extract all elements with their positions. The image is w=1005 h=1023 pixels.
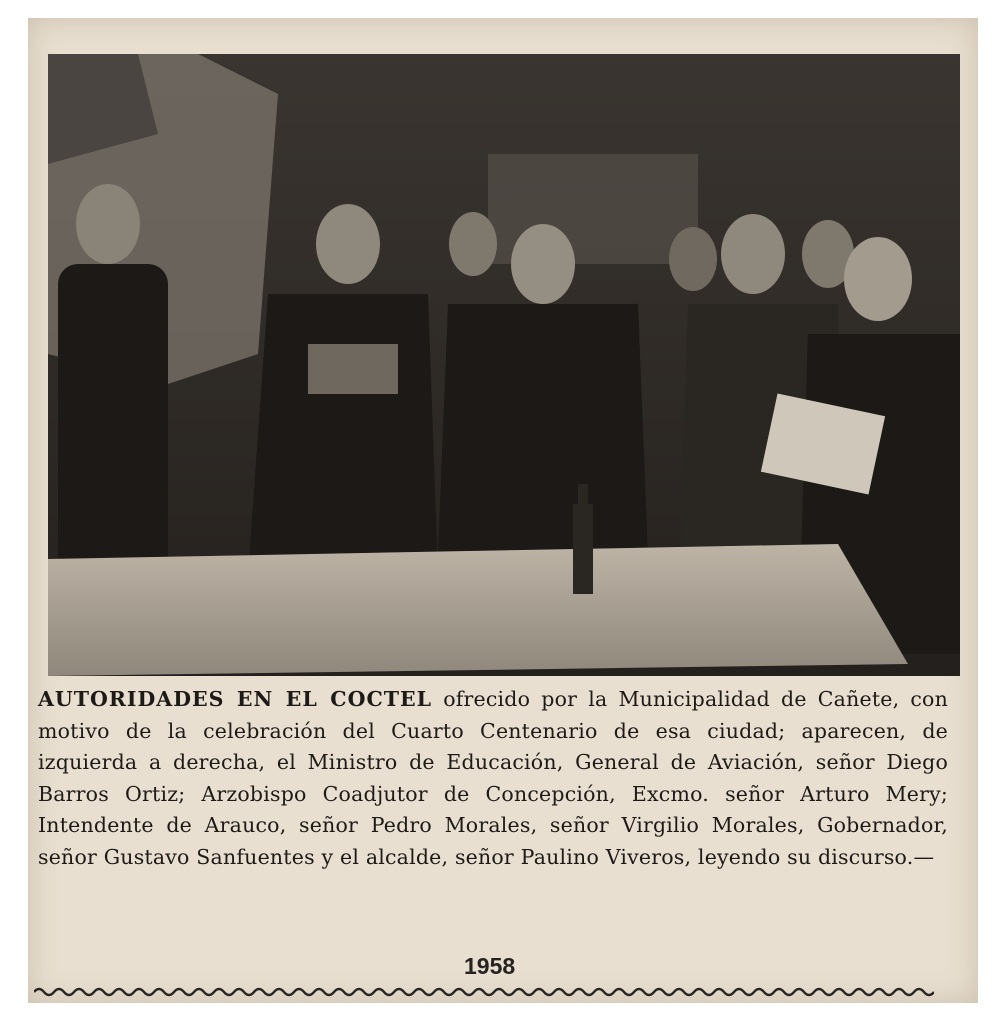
photo-caption xyxy=(38,684,948,873)
newspaper-clipping xyxy=(28,18,978,1003)
caption-body: ofrecido por la Municipalidad de Cañete, con motivo de la celebración del Cuarto Centenario de esa ciudad; aparecen, de izquierda a derecha, el Ministro de Educación, General de Aviación, señor Diego Barros Ortiz; Arzobispo Coadjutor de Concepción, Excmo. señor Arturo Mery; Intendente de Arauco, señor Pedro Morales, señor Virgilio Morales, Gobernador, señor Gustavo Sanfuentes y el alcalde, señor Paulino Viveros, leyendo su discurso.— xyxy=(38,687,949,869)
year-label: 1958 xyxy=(464,953,516,979)
caption-lead: AUTORIDADES EN EL COCTEL xyxy=(38,687,433,711)
group-photo xyxy=(48,54,960,676)
photo-illustration xyxy=(48,54,960,676)
decorative-border-rule xyxy=(34,984,934,1000)
